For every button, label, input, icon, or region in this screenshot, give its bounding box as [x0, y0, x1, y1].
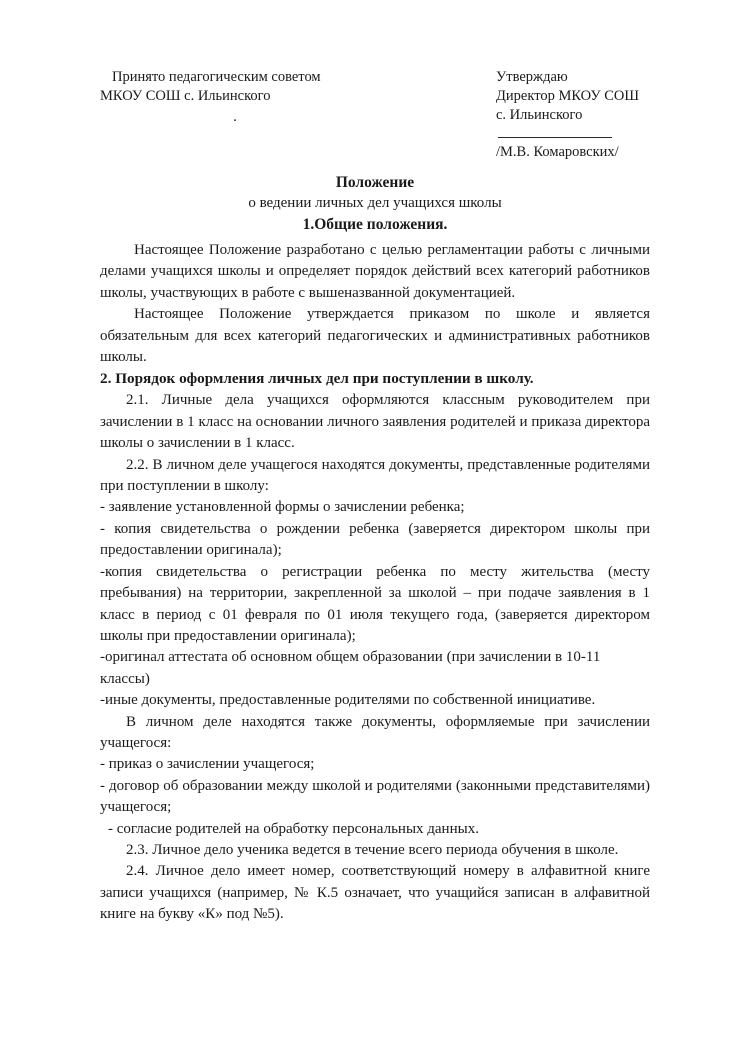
header-approval-right	[496, 68, 750, 161]
paragraph-2-4: 2.4. Личное дело имеет номер, соответствующий номеру в алфавитной книге записи учащихся (например, № К.5 означает, что учащийся записан в алфавитной книге на букву «К» под №5).	[100, 863, 650, 923]
list-item-education-contract: - договор об образовании между школой и родителями (законными представителями) учащегося;	[100, 777, 650, 816]
list-item-personal-data-consent: - согласие родителей на обработку персональных данных.	[108, 820, 479, 837]
header-left-line-3: .	[233, 109, 237, 125]
list-item-other-documents: -иные документы, предоставленные родителями по собственной инициативе.	[100, 692, 596, 709]
header-left-line-1: Принято педагогическим советом	[112, 69, 321, 85]
header-approval-left	[100, 68, 400, 128]
paragraph-2-2: 2.2. В личном деле учащегося находятся документы, представленные родителями при поступлении в школу:	[100, 456, 650, 495]
list-item-registration-certificate: -копия свидетельства о регистрации ребенка по месту жительства (месту пребывания) на территории, закрепленной за школой – при подаче заявления в 1 класс в период с 01 февраля по 01 июля текущего года, (заверяется директором школы при предоставлении оригинала);	[100, 563, 650, 644]
title-block	[100, 172, 650, 236]
list-item-application-form: - заявление установленной формы о зачислении ребенка;	[100, 499, 465, 516]
list-item-enrollment-order: - приказ о зачислении учащегося;	[100, 756, 315, 773]
page-title: Положение	[335, 174, 415, 191]
document-content	[100, 0, 650, 926]
section-heading-1: 1.Общие положения.	[302, 216, 448, 233]
paragraph-2-1: 2.1. Личные дела учащихся оформляются классным руководителем при зачислении в 1 класс на основании личного заявления родителей и приказа директора школы о зачислении в 1 класс.	[100, 392, 650, 452]
signature-line	[498, 137, 612, 138]
paragraph-enrollment-documents: В личном деле находятся также документы, оформляемые при зачислении учащегося:	[100, 713, 650, 751]
document-header	[100, 0, 650, 160]
list-item-original-attestat: -оригинал аттестата об основном общем образовании (при зачислении в 10-11 классы)	[100, 649, 601, 687]
section-heading-2: 2. Порядок оформления личных дел при поступлении в школу.	[100, 370, 534, 388]
header-right-line-1: Утверждаю	[496, 69, 568, 85]
header-right-line-3: с. Ильинского	[496, 107, 583, 123]
paragraph-2-3: 2.3. Личное дело ученика ведется в течение всего периода обучения в школе.	[126, 841, 619, 858]
paragraph-general-purpose: Настоящее Положение разработано с целью регламентации работы с личными делами учащихся школы и определяет порядок действий всех категорий работников школы, участвующих в работе с вышеназванной документацией.	[100, 242, 650, 301]
document-body	[100, 240, 650, 926]
paragraph-approval-order: Настоящее Положение утверждается приказом по школе и является обязательным для всех категорий педагогических и административных работников школы.	[100, 306, 650, 366]
signature-name: /М.В. Комаровских/	[496, 144, 619, 160]
header-left-line-2: МКОУ СОШ с. Ильинского	[100, 88, 271, 104]
list-item-birth-certificate: - копия свидетельства о рождении ребенка (заверяется директором школы при предоставлении оригинала);	[100, 520, 650, 559]
header-right-line-2: Директор МКОУ СОШ	[496, 88, 639, 104]
page-subtitle: о ведении личных дел учащихся школы	[248, 195, 502, 211]
